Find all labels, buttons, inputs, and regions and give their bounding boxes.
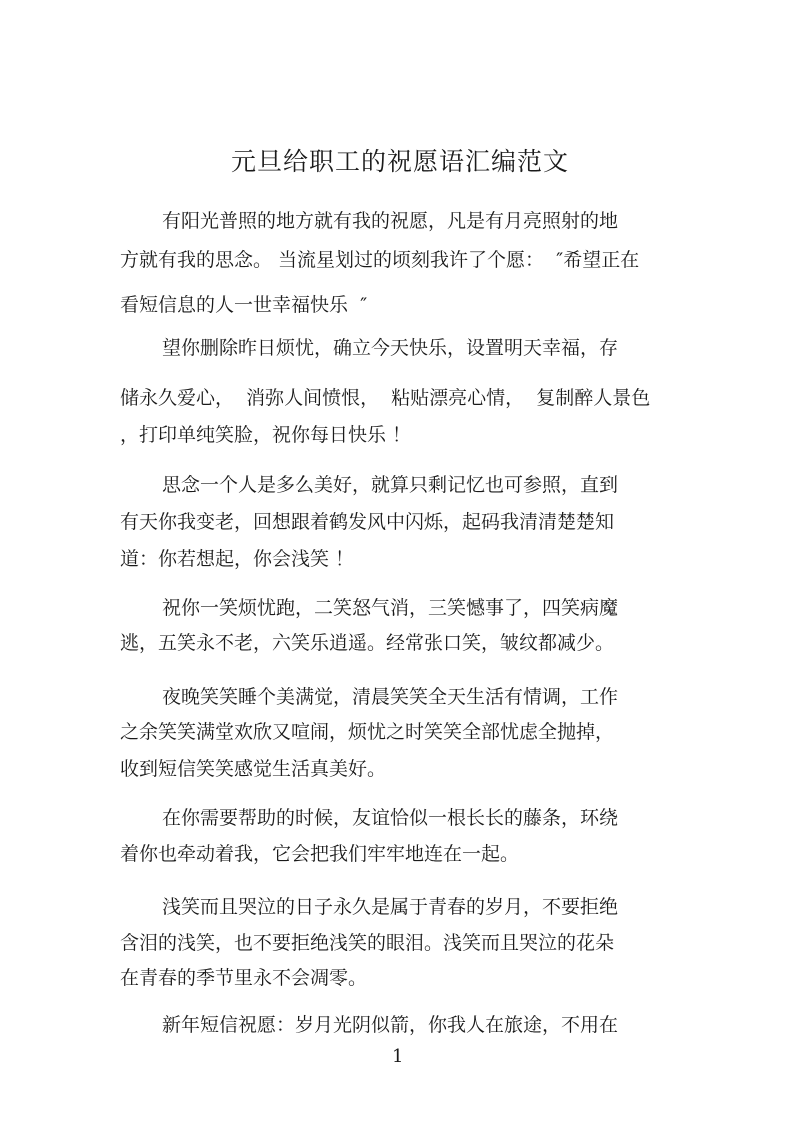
text-line: 新年短信祝愿：岁月光阴似箭，你我人在旅途，不用在 bbox=[162, 1014, 619, 1036]
text-line: 看短信息的人一世幸福快乐 ″ bbox=[120, 294, 368, 316]
text-line: 夜晚笑笑睡个美满觉，清晨笑笑全天生活有情调，工作 bbox=[162, 686, 619, 708]
text-line: 方就有我的思念。 当流星划过的顷刻我许了个愿： ″希望正在 bbox=[120, 249, 640, 271]
text-line: 储永久爱心， 消弥人间愤恨， 粘贴漂亮心情， 复制醉人景色 bbox=[120, 387, 651, 409]
text-line: 在你需要帮助的时候，友谊恰似一根长长的藤条，环绕 bbox=[162, 807, 619, 829]
text-line: 浅笑而且哭泣的日子永久是属于青春的岁月，不要拒绝 bbox=[162, 896, 619, 918]
text-line: 含泪的浅笑，也不要拒绝浅笑的眼泪。浅笑而且哭泣的花朵 bbox=[120, 932, 615, 954]
text-line: 祝你一笑烦忧跑，二笑怒气消，三笑憾事了，四笑病魔 bbox=[162, 597, 619, 619]
text-line: 思念一个人是多么美好，就算只剩记忆也可参照，直到 bbox=[162, 474, 619, 496]
text-line: 有阳光普照的地方就有我的祝愿，凡是有月亮照射的地 bbox=[162, 210, 619, 232]
text-line: 在青春的季节里永不会凋零。 bbox=[120, 967, 368, 989]
text-line: 之余笑笑满堂欢欣又喧闹，烦忧之时笑笑全部忧虑全抛掉， bbox=[120, 721, 615, 743]
document-title: 元旦给职工的祝愿语汇编范文 bbox=[230, 147, 569, 176]
text-line: 道：你若想起，你会浅笑 ！ bbox=[120, 548, 355, 570]
text-line: 着你也牵动着我，它会把我们牢牢地连在一起。 bbox=[120, 843, 520, 865]
text-line: ，打印单纯笑脸，祝你每日快乐 ！ bbox=[120, 424, 412, 446]
text-line: 收到短信笑笑感觉生活真美好。 bbox=[120, 758, 387, 780]
page-number: 1 bbox=[392, 1046, 404, 1067]
text-line: 望你删除昨日烦忧，确立今天快乐，设置明天幸福，存 bbox=[162, 337, 619, 359]
text-line: 逃，五笑永不老，六笑乐逍遥。经常张口笑，皱纹都减少。 bbox=[120, 632, 615, 654]
text-line: 有天你我变老，回想跟着鹤发风中闪烁，起码我清清楚楚知 bbox=[120, 511, 615, 533]
